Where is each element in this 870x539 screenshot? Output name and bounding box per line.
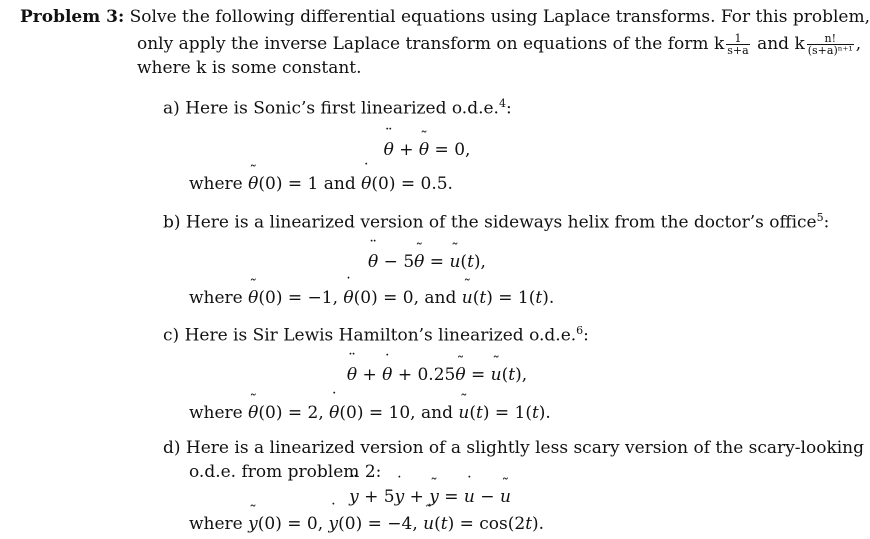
part-b-equation: ¨ θ − 5θ ˜ = u ˜(t),	[0, 252, 854, 272]
part-a-label: a)	[163, 98, 180, 119]
part-b-label: b)	[163, 212, 181, 233]
part-a-condition: where θ ˜(0) = 1 and ˙ θ(0) = 0.5.	[189, 174, 453, 194]
part-c-equation: ¨ θ + ˙ θ + 0.25θ ˜ = u ˜(t),	[0, 365, 854, 385]
part-d-text-line-1: Here is a linearized version of a slightly less scary version of the scary-looking	[185, 438, 865, 458]
intro-line-2-lead: only apply the inverse Laplace transform on equations of the form k	[137, 34, 725, 54]
part-c-text: Here is Sir Lewis Hamilton’s linearized o.d.e.	[184, 325, 577, 346]
part-d-condition: where y ˜(0) = 0, ˙ y(0) = −4, u ˜(t) = cos(2t).	[189, 514, 544, 534]
part-b-text: Here is a linearized version of the sideways helix from the doctor’s office	[185, 212, 817, 233]
part-d-label: d)	[163, 438, 181, 458]
problem-intro-line-3: where k is some constant.	[137, 58, 362, 78]
fraction-2-denominator: (s+a)ⁿ⁺¹	[807, 44, 853, 57]
part-d-statement	[163, 438, 864, 458]
part-a-text: Here is Sonic’s first linearized o.d.e.	[185, 98, 499, 119]
part-d-text-line-2: o.d.e. from problem 2:	[189, 462, 382, 482]
part-a-statement: a) Here is Sonic’s first linearized o.d.e.$^4$:	[163, 97, 512, 119]
part-b-footnote: 5	[816, 211, 824, 224]
intro-line-2-and: and k	[757, 34, 805, 54]
part-a-equation: ¨ θ + θ ˜ = 0,	[0, 140, 854, 160]
part-a-footnote: 4	[498, 97, 506, 110]
part-b-statement: b) Here is a linearized version of the sideways helix from the doctor’s office$^5$:	[163, 211, 830, 233]
part-c-condition: where θ ˜(0) = 2, ˙ θ(0) = 10, and u ˜(t) = 1(t).	[189, 403, 551, 423]
fraction-1-over-s-plus-a: $\frac{1}{s+a}$	[727, 32, 749, 57]
part-c-statement: c) Here is Sir Lewis Hamilton’s linearized o.d.e.$^6$:	[163, 324, 589, 346]
problem-label: Problem 3:	[20, 7, 125, 27]
part-d-equation: ¨ y + 5˙ y + y ˜ = ˙ u − u ˜	[0, 487, 854, 507]
part-c-footnote: 6	[576, 324, 584, 337]
part-c-label: c)	[163, 325, 180, 346]
part-b-condition: where θ ˜(0) = −1, ˙ θ(0) = 0, and u ˜(t) = 1(t).	[189, 288, 554, 308]
problem-intro-line-2: only apply the inverse Laplace transform on equations of the form k $\frac{1}{s+a}$ and k $\frac{n!}{\text{(s+a)ⁿ⁺¹}}$ ,	[137, 32, 862, 57]
problem-intro-line-1: Solve the following differential equations using Laplace transforms. For this problem,	[129, 7, 870, 27]
problem-header-line	[20, 7, 870, 27]
fraction-n-factorial: $\frac{n!}{\text{(s+a)ⁿ⁺¹}}$	[807, 32, 853, 57]
